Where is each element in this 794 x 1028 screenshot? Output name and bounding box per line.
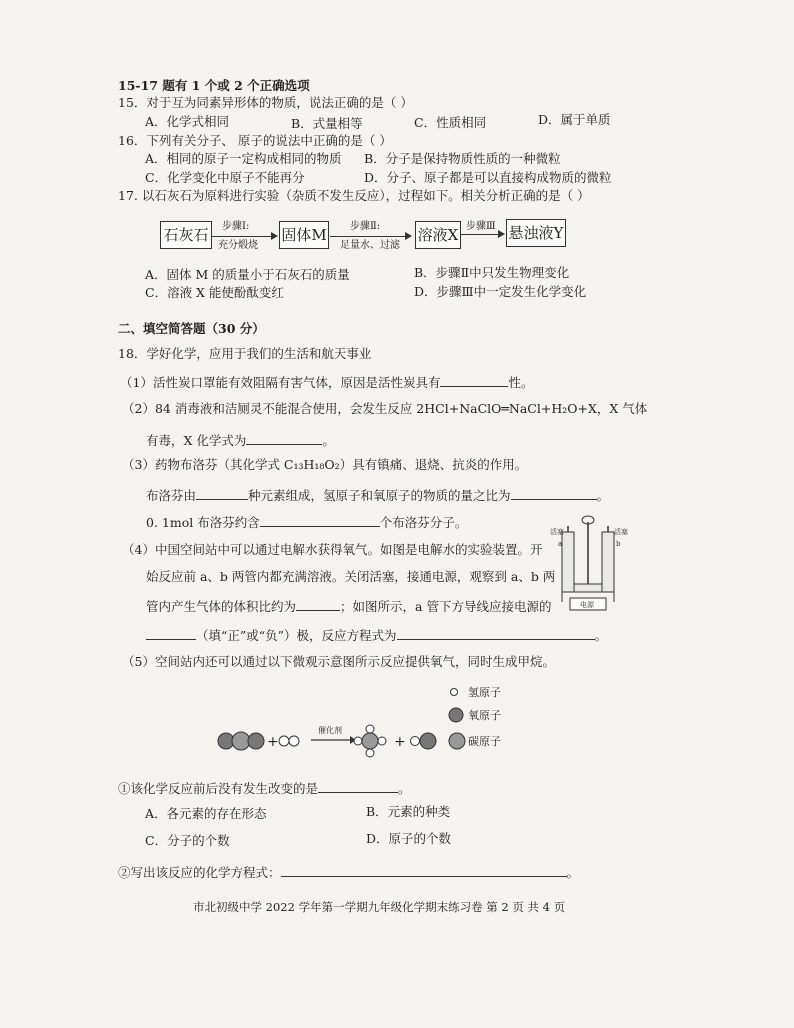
- q18-3-text-e: 个布洛芬分子。: [379, 515, 468, 530]
- q18-3-blank-molecules[interactable]: [260, 514, 380, 527]
- legend-hydrogen: 氢原子: [468, 686, 501, 699]
- plus-sign-1: +: [267, 734, 279, 750]
- flow-arrow-step2: [330, 236, 410, 237]
- q16-option-b: B．分子是保持物质性质的一种微粒: [364, 151, 561, 166]
- q18-5-sub1-option-b: B．元素的种类: [366, 804, 451, 819]
- q18-3-line3: [146, 514, 467, 530]
- q18-5-sub2-end: 。: [566, 865, 580, 880]
- flow-step1-top: 步骤Ⅰ:: [222, 221, 250, 232]
- apparatus-right-valve-label: 活塞: [614, 528, 628, 536]
- q18-4-line1: （4）中国空间站中可以通过电解水获得氧气。如图是电解水的实验装置。开: [122, 542, 543, 557]
- atom-legend: [446, 686, 546, 752]
- q18-4-text-b: ；如图所示，a 管下方导线应接电源的: [340, 599, 552, 614]
- q18-5-sub1-end: 。: [398, 781, 411, 796]
- apparatus-left-valve-label: 活塞: [550, 528, 564, 536]
- flow-arrow-step1: [212, 236, 276, 237]
- q18-2-suffix: 。: [322, 433, 335, 448]
- q18-4-blank-pole[interactable]: [146, 627, 196, 640]
- page-footer: 市北初级中学 2022 学年第一学期九年级化学期末练习卷 第 2 页 共 4 页: [193, 900, 566, 914]
- q18-5-sub1-text: ①该化学反应前后没有发生改变的是: [118, 781, 319, 796]
- co2-molecule-icon: [218, 732, 264, 750]
- q18-3-blank-ratio[interactable]: [511, 487, 597, 500]
- legend-oxygen: 氧原子: [468, 709, 501, 722]
- carbon-atom-icon: [449, 733, 465, 749]
- flow-step3-top: 步骤Ⅲ: [466, 221, 496, 232]
- q18-3-line1: （3）药物布洛芬（其化学式 C₁₃H₁₈O₂）具有镇痛、退烧、抗炎的作用。: [122, 457, 528, 472]
- q18-4-line2: 始反应前 a、b 两管内都充满溶液。关闭活塞，接通电源，观察到 a、b 两: [146, 569, 556, 584]
- q18-5-sub1-blank[interactable]: [318, 780, 398, 793]
- flow-arrow-step3: [461, 234, 503, 235]
- q18-5-sub1-option-a: A．各元素的存在形态: [145, 806, 267, 821]
- q18-5-sub2-blank[interactable]: [281, 864, 567, 877]
- section2-title: 二、填空简答题（30 分）: [118, 321, 265, 336]
- legend-carbon: 碳原子: [468, 735, 501, 748]
- q18-4-blank-ratio[interactable]: [296, 598, 340, 611]
- q18-3-text-d: 0. 1mol 布洛芬约含: [146, 515, 260, 530]
- flow-box-solid-m: 固体M: [279, 221, 329, 249]
- q18-4-line4: [146, 627, 607, 643]
- q18-4-line3: [146, 598, 551, 614]
- q18-3-blank-elements[interactable]: [196, 487, 248, 500]
- q17-stem: 17. 以石灰石为原料进行实验（杂质不发生反应），过程如下。相关分析正确的是（ ）: [118, 188, 590, 203]
- flow-box-solution-x: 溶液X: [415, 221, 461, 249]
- q18-1-line: [120, 374, 533, 390]
- h2-molecule-icon: [279, 736, 299, 746]
- q15-option-c: C．性质相同: [414, 115, 487, 130]
- q17-option-a: A．固体 M 的质量小于石灰石的质量: [145, 267, 350, 282]
- q18-1-suffix: 性。: [508, 375, 534, 390]
- q18-2-line2: [146, 432, 335, 448]
- reaction-micro-diagram: [214, 720, 444, 762]
- flow-step2-bottom: 足量水、过滤: [340, 240, 400, 251]
- q18-5-sub2-text: ②写出该反应的化学方程式：: [118, 865, 281, 880]
- q15-17-header: 15-17 题有 1 个或 2 个正确选项: [118, 78, 310, 93]
- q17-option-c: C．溶液 X 能使酚酞变红: [145, 285, 284, 300]
- electrolysis-apparatus-diagram: [542, 512, 634, 614]
- q18-4-text-a: 管内产生气体的体积比约为: [146, 599, 297, 614]
- q18-5-sub1-line: [118, 780, 411, 796]
- hydrogen-atom-icon: [451, 689, 458, 696]
- q18-stem: 18．学好化学，应用于我们的生活和航天事业: [118, 346, 372, 361]
- q18-1-text: （1）活性炭口罩能有效阻隔有害气体，原因是活性炭具有: [120, 375, 441, 390]
- q18-3-text-b: 种元素组成，氢原子和氧原子的物质的量之比为: [248, 488, 511, 503]
- q15-stem: 15．对于互为同素异形体的物质，说法正确的是（ ）: [118, 95, 413, 110]
- plus-sign-2: +: [394, 734, 406, 750]
- q18-2-text: 有毒，X 化学式为: [146, 433, 247, 448]
- q18-4-text-d: 。: [594, 628, 608, 643]
- q17-option-b: B．步骤Ⅱ中只发生物理变化: [414, 265, 570, 280]
- q18-4-text-c: （填“正”或“负”）极，反应方程式为: [196, 628, 397, 643]
- q18-1-blank[interactable]: [440, 374, 508, 387]
- apparatus-tube-a-label: a: [558, 540, 563, 548]
- catalyst-label: 催化剂: [318, 726, 342, 735]
- q16-option-c: C．化学变化中原子不能再分: [145, 170, 305, 185]
- q15-option-a: A．化学式相同: [145, 114, 230, 129]
- q18-5-sub1-option-c: C．分子的个数: [145, 833, 230, 848]
- flow-box-limestone: 石灰石: [160, 221, 212, 249]
- oxygen-atom-icon: [449, 708, 463, 722]
- q18-2-line1: （2）84 消毒液和洁厕灵不能混合使用，会发生反应 2HCl+NaClO═NaCl+H₂O+X，X 气体: [122, 401, 648, 416]
- q18-3-line2: [146, 487, 609, 503]
- q15-option-b: B．式量相等: [291, 116, 363, 131]
- ch4-molecule-icon: [354, 725, 386, 757]
- q18-3-text-c: 。: [596, 488, 610, 503]
- apparatus-power-label: 电源: [580, 601, 594, 609]
- q18-5-sub2-line: [118, 864, 579, 880]
- h2o-molecule-icon: [411, 733, 437, 749]
- q15-option-d: D．属于单质: [538, 112, 611, 127]
- q18-5-sub1-option-d: D．原子的个数: [366, 831, 452, 846]
- q17-option-d: D．步骤Ⅲ中一定发生化学变化: [414, 284, 587, 299]
- q18-4-blank-equation[interactable]: [397, 627, 595, 640]
- flow-step1-bottom: 充分煅烧: [218, 240, 258, 251]
- q18-5-line: （5）空间站内还可以通过以下微观示意图所示反应提供氧气，同时生成甲烷。: [122, 654, 555, 669]
- q16-option-d: D．分子、原子都是可以直接构成物质的微粒: [364, 170, 612, 185]
- q18-2-blank[interactable]: [246, 432, 322, 445]
- q18-3-text-a: 布洛芬由: [146, 488, 197, 503]
- q16-stem: 16．下列有关分子、 原子的说法中正确的是（ ）: [118, 133, 392, 148]
- q16-option-a: A．相同的原子一定构成相同的物质: [145, 151, 342, 166]
- apparatus-tube-b-label: b: [616, 540, 621, 548]
- flow-box-suspension-y: 悬浊液Y: [506, 219, 566, 247]
- flow-step2-top: 步骤Ⅱ:: [350, 221, 381, 232]
